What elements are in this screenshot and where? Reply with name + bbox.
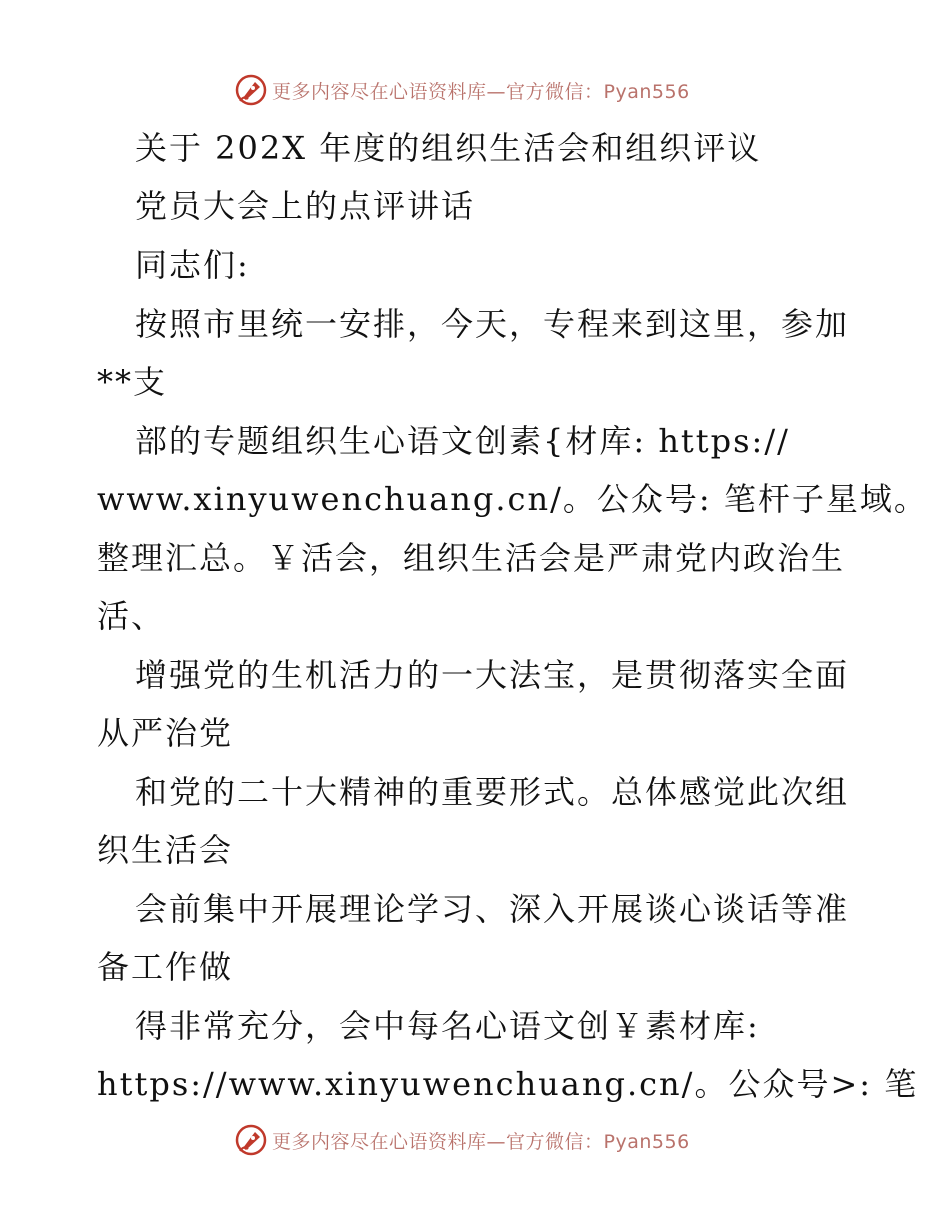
title-line-2: 党员大会上的点评讲话 — [135, 187, 476, 225]
salutation: 同志们: — [135, 246, 250, 284]
paragraph-line: www.xinyuwenchuang.cn/。公众号: 笔杆子星域。 — [97, 480, 928, 518]
footer-watermark — [234, 1122, 690, 1158]
paragraph-line: 会前集中开展理论学习、深入开展谈心谈话等准 — [135, 890, 850, 928]
title-line-1: 关于 202X 年度的组织生活会和组织评议 — [135, 129, 762, 167]
paragraph-line: 整理汇总。￥活会，组织生活会是严肃党内政治生 — [97, 539, 846, 577]
paragraph-line: 活、 — [97, 597, 166, 635]
paragraph-line: 增强党的生机活力的一大法宝，是贯彻落实全面 — [135, 656, 850, 694]
watermark-text: 更多内容尽在心语资料库—官方微信：Pyan556 — [272, 1130, 690, 1153]
paragraph-line: https://www.xinyuwenchuang.cn/。公众号>: 笔 — [97, 1065, 919, 1103]
paragraph-line: 和党的二十大精神的重要形式。总体感觉此次组 — [135, 773, 850, 811]
paragraph-line: 备工作做 — [97, 948, 234, 986]
paragraph-line: 从严治党 — [97, 714, 234, 752]
paragraph-line: 部的专题组织生心语文创素{材库: https:// — [135, 422, 790, 460]
paragraph-line: 按照市里统一安排，今天，专程来到这里，参加 — [135, 305, 850, 343]
paragraph-line: 得非常充分，会中每名心语文创￥素材库: — [135, 1007, 760, 1045]
watermark-text: 更多内容尽在心语资料库—官方微信：Pyan556 — [272, 80, 690, 103]
pen-nib-logo-icon — [234, 1123, 268, 1157]
paragraph-line: 织生活会 — [97, 831, 234, 869]
paragraph-line: **支 — [97, 363, 168, 401]
